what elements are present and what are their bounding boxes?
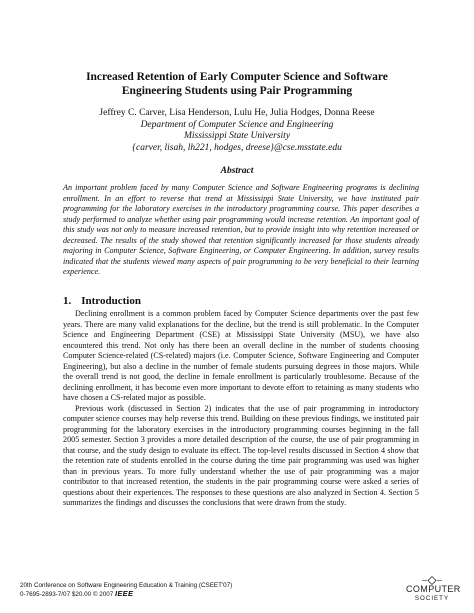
section-body xyxy=(63,309,419,509)
affiliation-department: Department of Computer Science and Engineering xyxy=(140,119,334,130)
logo-computer-text: COMPUTER xyxy=(406,584,461,594)
section-number: 1. xyxy=(63,295,72,307)
section-heading xyxy=(63,295,141,307)
abstract-text: An important problem faced by many Computer Science and Software Engineering programs is declining enrollment. In an effort to reverse that trend at Mississippi State University, we have instituted pair programming for the laboratory exercises in the introductory programming course. This paper describes a study performed to analyze whether using pair programming would increase retention. An important goal of this study was not only to measure increased retention, but to provide insight into why retention increased or decreased. The results of the study showed that retention significantly increased for those students already majoring in Computer Science, Software Engineering, or Computer Engineering. In addition, survey results indicated that the students viewed many aspects of pair programming to be very beneficial to their learning experience. xyxy=(63,183,419,277)
paper-title xyxy=(40,70,434,98)
affiliation-university: Mississippi State University xyxy=(183,131,291,142)
author-names: Jeffrey C. Carver, Lisa Henderson, Lulu He, Julia Hodges, Donna Reese xyxy=(99,108,375,118)
title-line: Increased Retention of Early Computer Science and Software xyxy=(86,71,388,83)
computer-society-logo xyxy=(406,576,461,610)
footer-isbn: 0-7695-2893-7/07 $20.00 © 2007 xyxy=(20,591,114,598)
body-paragraph: Declining enrollment is a common problem faced by Computer Science departments over the past few years. There are many valid explanations for the decline, but the trend is still problematic. In the Computer Science and Engineering Department (CSE) at Mississippi State University (MSU), we have also encountered this trend. Not only has there been an overall decline in the number of students choosing Computer Science-related (CS-related) majors (i.e. Computer Science, Software Engineering and Computer Engineering), but also a decline in the number of female students pursuing degrees in those majors. While the overall trend is not good, the decline in female enrollment is particularly troublesome. Because of the declining enrollment, it has become even more important to devote effort to retaining as many students who have chosen a CS-related major as possible. xyxy=(63,309,419,402)
title-line: Engineering Students using Pair Programming xyxy=(121,85,353,97)
footer-ieee-logo: IEEE xyxy=(114,589,134,598)
section-title: Introduction xyxy=(81,295,141,307)
logo-society-text: SOCIETY xyxy=(414,595,450,602)
body-paragraph: Previous work (discussed in Section 2) indicates that the use of pair programming in introductory computer science courses may help reverse this trend. Building on these previous findings, we instituted pair programming for the laboratory exercises in the introductory programming courses beginning in the fall 2005 semester. Section 3 provides a more detailed description of the course, the use of pair programming in that course, and the study design to evaluate its effect. The top-level results discussed in Section 4 show that the retention rate of students enrolled in the course during the time pair programming was used was higher than in previous years. To more fully understand whether the use of pair programming was a major contributor to that increased retention, the students in the pair programming course were asked a series of questions about their experiences. The responses to these questions are also analyzed in Section 4. Section 5 summarizes the findings and discusses the conclusions that were drawn from the study. xyxy=(63,403,419,507)
footer-copyright xyxy=(20,590,232,599)
author-emails: {carver, lisah, lh221, hodges, dreese}@cse.msstate.edu xyxy=(132,142,342,153)
footer-conference: 20th Conference on Software Engineering Education & Training (CSEET'07) xyxy=(20,582,233,589)
author-block xyxy=(30,108,444,154)
page-footer xyxy=(20,582,232,599)
abstract-heading: Abstract xyxy=(220,166,254,176)
